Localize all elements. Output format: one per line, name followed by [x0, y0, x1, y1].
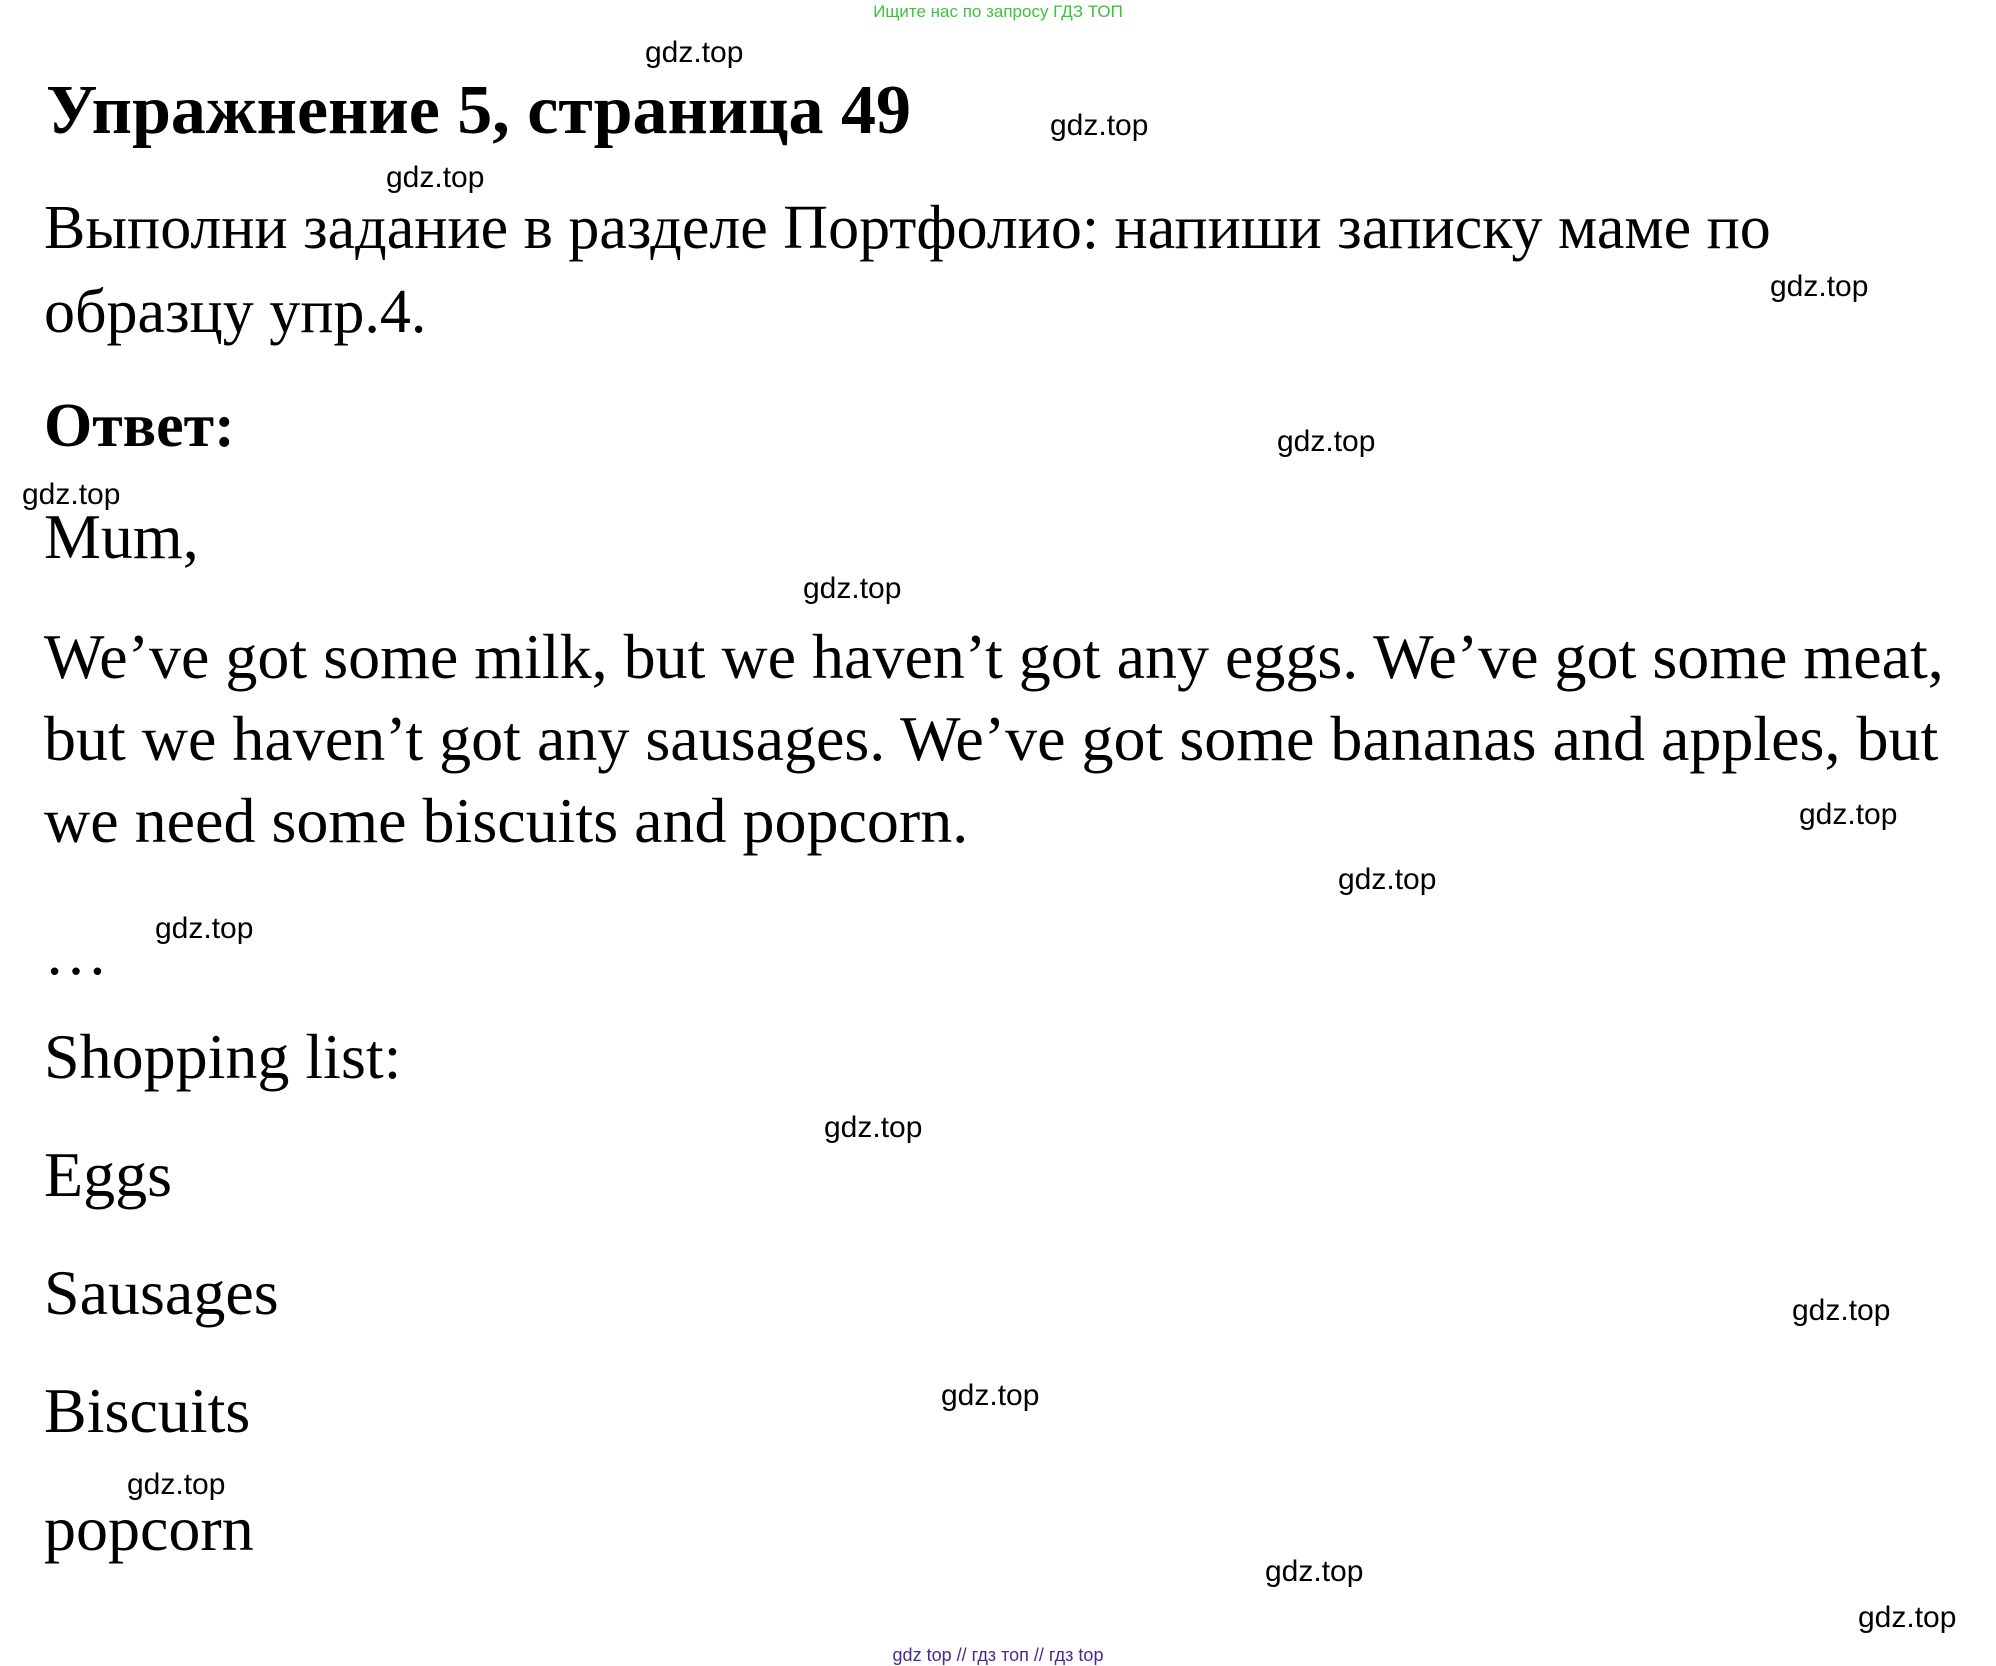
watermark: gdz.top [824, 1111, 923, 1144]
watermark: gdz.top [22, 478, 121, 511]
watermark: gdz.top [1858, 1601, 1957, 1634]
watermark: gdz.top [1277, 425, 1376, 458]
shopping-list-item: Biscuits [44, 1375, 251, 1446]
watermark: gdz.top [127, 1468, 226, 1501]
watermark: gdz.top [645, 36, 744, 69]
watermark: gdz.top [1338, 863, 1437, 896]
watermark: gdz.top [1265, 1555, 1364, 1588]
watermark: gdz.top [1050, 109, 1149, 142]
shopping-list-item: Eggs [44, 1139, 172, 1210]
watermark: gdz.top [803, 572, 902, 605]
footer-links: gdz top // гдз топ // гдз top [892, 1645, 1104, 1665]
answer-label: Ответ: [44, 392, 235, 460]
watermark: gdz.top [1770, 270, 1869, 303]
shopping-list-item: Sausages [44, 1257, 279, 1328]
watermark: gdz.top [386, 161, 485, 194]
shopping-list-title: Shopping list: [44, 1021, 402, 1092]
watermark: gdz.top [941, 1379, 1040, 1412]
task-text: Выполни задание в разделе Портфолио: напиши записку маме по образцу упр.4. [44, 194, 1771, 346]
page-title: Упражнение 5, страница 49 [46, 72, 912, 149]
watermark: gdz.top [155, 912, 254, 945]
watermark: gdz.top [1799, 798, 1898, 831]
top-banner: Ищите нас по запросу ГДЗ ТОП [873, 2, 1123, 21]
shopping-list-item: popcorn [44, 1493, 254, 1564]
note-ellipsis: … [44, 917, 108, 988]
watermark: gdz.top [1792, 1294, 1891, 1327]
note-body: We’ve got some milk, but we haven’t got any eggs. We’ve got some meat, but we haven’t got any sausages. We’ve got some bananas and apples, but we need some biscuits and popcorn. [44, 621, 1944, 856]
note-greeting: Mum, [44, 501, 199, 572]
